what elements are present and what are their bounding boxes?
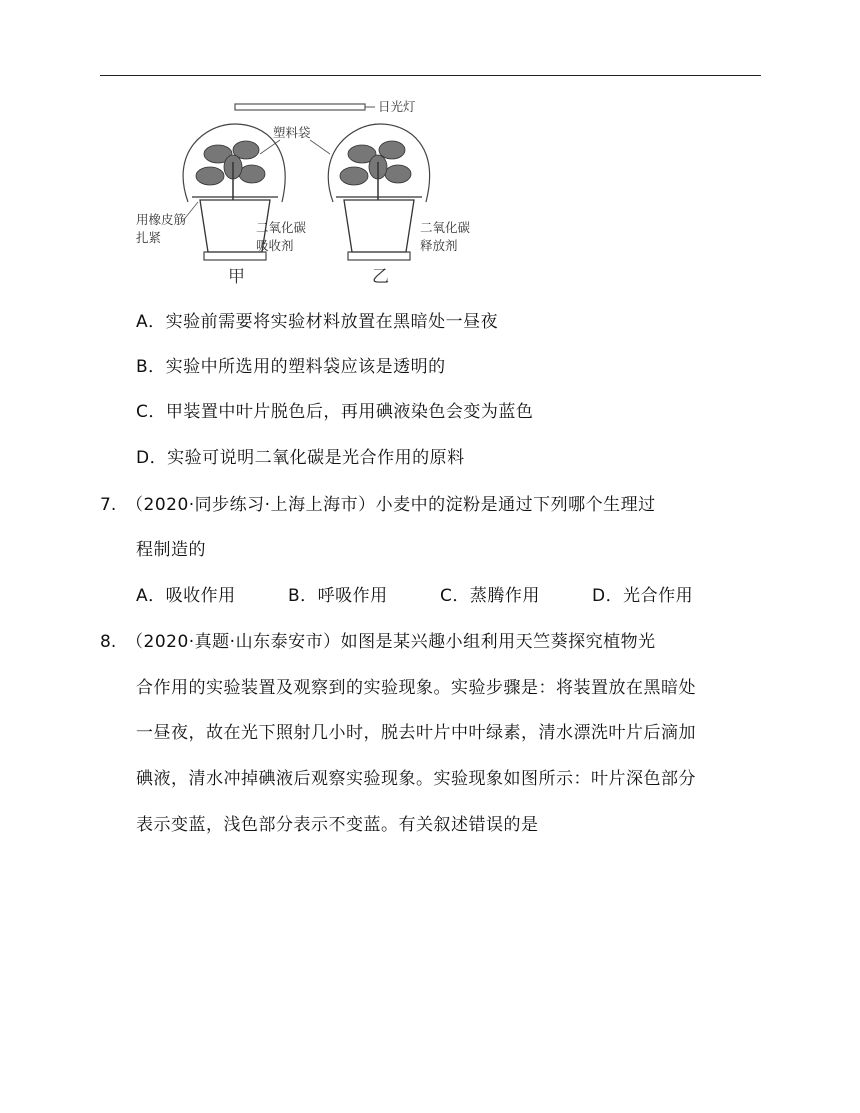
experiment-figure [130, 92, 490, 292]
label-rubber-2: 扎紧 [136, 230, 162, 245]
label-a: 甲 [228, 267, 245, 287]
lamp-tube [235, 104, 365, 110]
q8-stem-line5: 表示变蓝，浅色部分表示不变蓝。有关叙述错误的是 [136, 815, 539, 835]
q7-option-b: B．呼吸作用 [288, 586, 388, 606]
plant-a [196, 141, 265, 185]
q7-option-c: C．蒸腾作用 [440, 586, 540, 606]
label-bag: 塑料袋 [273, 125, 311, 140]
header-rule [100, 75, 761, 76]
q7-number: 7. [100, 495, 117, 515]
q6-option-c: C．甲装置中叶片脱色后，再用碘液染色会变为蓝色 [136, 402, 534, 422]
q7-option-a: A．吸收作用 [136, 586, 236, 606]
q8-number: 8. [100, 632, 117, 652]
q8-stem-line3: 一昼夜，故在光下照射几小时，脱去叶片中叶绿素，清水漂洗叶片后滴加 [136, 723, 696, 743]
label-release-2: 释放剂 [420, 238, 458, 253]
experiment-diagram [130, 92, 490, 292]
label-b: 乙 [372, 267, 389, 287]
plant-b [340, 141, 411, 185]
label-lamp: 日光灯 [378, 99, 416, 114]
q8-stem-line4: 碘液，清水冲掉碘液后观察实验现象。实验现象如图所示：叶片深色部分 [136, 769, 696, 789]
label-absorb-1: 二氧化碳 [256, 220, 307, 235]
pot-b [344, 200, 414, 252]
q7-option-d: D．光合作用 [592, 586, 694, 606]
q7-stem-line2: 程制造的 [136, 540, 206, 560]
q8-stem-line2: 合作用的实验装置及观察到的实验现象。实验步骤是：将装置放在黑暗处 [136, 678, 696, 698]
q6-option-a: A．实验前需要将实验材料放置在黑暗处一昼夜 [136, 312, 499, 332]
q8-stem-line1: （2020·真题·山东泰安市）如图是某兴趣小组利用天竺葵探究植物光 [126, 632, 656, 652]
q7-stem-line1: （2020·同步练习·上海上海市）小麦中的淀粉是通过下列哪个生理过 [126, 495, 656, 515]
q6-option-d: D．实验可说明二氧化碳是光合作用的原料 [136, 448, 465, 468]
label-release-1: 二氧化碳 [420, 220, 471, 235]
q6-option-b: B．实验中所选用的塑料袋应该是透明的 [136, 357, 446, 377]
label-rubber-1: 用橡皮筋 [136, 212, 187, 227]
label-absorb-2: 吸收剂 [256, 238, 294, 253]
